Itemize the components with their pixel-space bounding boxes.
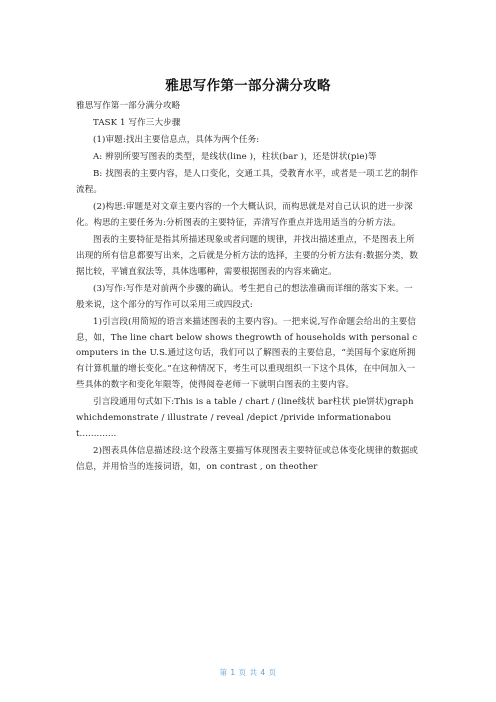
paragraph: B: 找图表的主要内容，是人口变化，交通工具，受教育水平，或者是一项工艺的制作流程。: [76, 169, 419, 196]
paragraph: 图表的主要特征是指其所描述现象或者问题的规律，并找出描述重点，不是图表上所出现的所有信息都要写出来，之后就是分析方法的选择，主要的分析方法有:数据分类，数据比较，平铺直叙法等，具体选哪种，需要根据图表的内容来确定。: [76, 235, 419, 277]
paragraph: (2)构思:审题是对文章主要内容的一个大概认识，而构思就是对自己认识的进一步深化。构思的主要任务为:分析图表的主要特征，弄清写作重点并选用适当的分析方法。: [76, 202, 413, 229]
paragraph: 2)图表具体信息描述段:这个段落主要描写体现图表主要特征或总体变化规律的数据或信息，并用恰当的连接词语，如，on contrast , on theother: [76, 445, 418, 472]
document-body: [76, 99, 421, 477]
paragraph: A: 辨别所要写图表的类型，是线状(line )，柱状(bar )，还是饼状(pie)等: [93, 152, 377, 163]
page-number-footer: 第 1 页 共 4 页: [219, 668, 277, 677]
paragraph: 雅思写作第一部分满分攻略: [76, 101, 181, 111]
paragraph: (3)写作:写作是对前两个步骤的确认。考生把自己的想法准确而详细的落实下来。一般来说，这个部分的写作可以采用三或四段式:: [76, 283, 413, 310]
paragraph: (1)审题:找出主要信息点，具体为两个任务:: [93, 135, 260, 146]
paragraph: 引言段通用句式如下:This is a table / chart / (line线状 bar柱状 pie饼状)graph whichdemonstrate / illustrate / reveal /depict /privide informationabout.............: [76, 397, 414, 439]
paragraph: TASK 1 写作三大步骤: [93, 118, 181, 129]
paragraph: 1)引言段(用简短的语言来描述图表的主要内容)。一把来说,写作命题会给出的主要信息，如，The line chart below shows thegrowth of households with personal computers in the U.S.通过这句话，我们可以了解图表的主要信息，“美国每个家庭所拥有计算机量的增长变化。”在这种情况下，考生可以重现组织一下这个具体，在中间加入一些具体的数字和变化年限等，使得阅卷老师一下就明白图表的主要内容。: [76, 316, 418, 390]
document-title: 雅思写作第一部分满分攻略: [165, 78, 331, 94]
